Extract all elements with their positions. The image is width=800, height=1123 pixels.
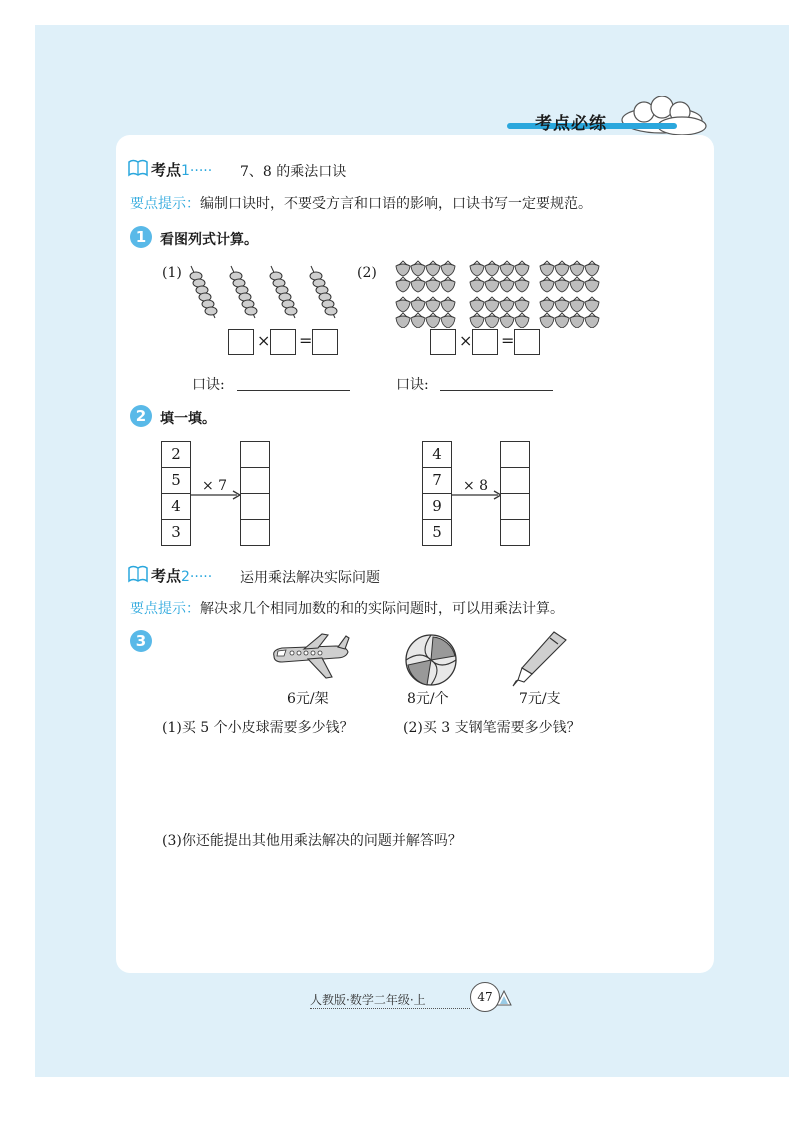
tip-label: 要点提示： (130, 601, 200, 617)
arrow-right-icon (452, 490, 502, 500)
section2-heading (151, 565, 212, 586)
strawberry-icon (540, 277, 554, 292)
strawberry-icon (570, 313, 584, 328)
strawberry-icon (500, 261, 514, 276)
book-icon (127, 565, 149, 583)
answer-cell[interactable] (240, 441, 270, 468)
strawberry-icon (411, 261, 425, 276)
left-input-column (161, 441, 191, 546)
right-answer-column (500, 441, 530, 546)
section1-tip (130, 193, 592, 213)
strawberry-icon (540, 297, 554, 312)
ball-icon (403, 632, 459, 688)
koujue-label: 口诀: (192, 377, 225, 393)
answer-box[interactable] (228, 329, 254, 355)
answer-cell[interactable] (240, 520, 270, 546)
strawberry-icon (585, 261, 599, 276)
section2-tip (130, 598, 564, 618)
strawberry-icon (411, 313, 425, 328)
answer-line[interactable] (440, 389, 553, 391)
strawberry-icon (540, 261, 554, 276)
tip-text: 编制口诀时，不要受方言和口语的影响，口诀书写一定要规范。 (200, 196, 592, 212)
strawberry-icon (470, 261, 484, 276)
strawberry-icon (555, 313, 569, 328)
value-cell: 5 (161, 468, 191, 494)
footer-text: 人教版·数学二年级·上 (310, 993, 426, 1007)
strawberry-icon (396, 261, 410, 276)
strawberry-icon (441, 297, 455, 312)
answer-line[interactable] (237, 389, 350, 391)
answer-box[interactable] (312, 329, 338, 355)
page-number: 47 (470, 982, 500, 1012)
strawberry-icon (570, 261, 584, 276)
strawberry-icon (555, 261, 569, 276)
strawberry-icon (470, 297, 484, 312)
price-label: 7元/支 (519, 691, 561, 707)
arrow-right-icon (191, 490, 241, 500)
strawberry-icon (585, 313, 599, 328)
section1-title: 7、8 的乘法口诀 (240, 164, 347, 180)
footer-divider (310, 1008, 470, 1009)
koujue-label: 口诀: (396, 377, 429, 393)
answer-box[interactable] (430, 329, 456, 355)
section1-label: 考点 (151, 161, 182, 179)
strawberry-icon (441, 277, 455, 292)
right-input-column (422, 441, 452, 546)
strawberries-image (392, 258, 612, 328)
left-answer-column (240, 441, 270, 546)
strawberry-icon (555, 297, 569, 312)
strawberry-icon (540, 313, 554, 328)
strawberry-icon (426, 313, 440, 328)
tip-text: 解决求几个相同加数的和的实际问题时，可以用乘法计算。 (200, 601, 564, 617)
strawberry-icon (470, 277, 484, 292)
skewer-icon (190, 266, 217, 318)
strawberry-icon (585, 277, 599, 292)
value-cell: 2 (161, 441, 191, 468)
multiplier-label: × 8 (463, 478, 489, 494)
tip-label: 要点提示： (130, 196, 200, 212)
skewer-icon (310, 266, 337, 318)
price-label: 6元/架 (287, 691, 329, 707)
q3-sub1: (1)买 5 个小皮球需要多少钱？ (162, 720, 354, 736)
section2-title: 运用乘法解决实际问题 (240, 570, 380, 586)
strawberry-icon (441, 313, 455, 328)
strawberry-icon (396, 313, 410, 328)
answer-cell[interactable] (500, 468, 530, 494)
strawberry-icon (515, 261, 529, 276)
value-cell: 5 (422, 520, 452, 546)
answer-box[interactable] (270, 329, 296, 355)
cloud-icon (610, 96, 710, 140)
answer-cell[interactable] (500, 520, 530, 546)
q3-sub2: (2)买 3 支钢笔需要多少钱？ (403, 720, 581, 736)
strawberry-icon (500, 313, 514, 328)
strawberry-icon (485, 261, 499, 276)
answer-cell[interactable] (500, 494, 530, 520)
value-cell: 4 (422, 441, 452, 468)
value-cell: 9 (422, 494, 452, 520)
multiplier-label: × 7 (202, 478, 228, 494)
airplane-icon (268, 632, 350, 682)
value-cell: 7 (422, 468, 452, 494)
strawberry-icon (411, 297, 425, 312)
q1-sub1-label: (1) (162, 265, 182, 281)
book-icon (127, 159, 149, 177)
question-number-3: 3 (130, 630, 152, 652)
answer-box[interactable] (514, 329, 540, 355)
strawberry-icon (570, 277, 584, 292)
skewers-image (185, 262, 345, 320)
skewer-icon (270, 266, 297, 318)
price-label: 8元/个 (407, 691, 449, 707)
q3-sub3: (3)你还能提出其他用乘法解决的问题并解答吗？ (162, 833, 462, 849)
q1-sub2-label: (2) (357, 265, 377, 281)
times-sign: × (257, 331, 271, 350)
strawberry-icon (441, 261, 455, 276)
answer-cell[interactable] (500, 441, 530, 468)
header-title: 考点必练 (535, 114, 607, 134)
strawberry-icon (500, 297, 514, 312)
question-2-prompt: 填一填。 (160, 411, 216, 427)
decoration-icon (496, 990, 512, 1006)
equals-sign: = (501, 331, 515, 350)
strawberry-icon (396, 277, 410, 292)
equals-sign: = (299, 331, 313, 350)
strawberry-icon (500, 277, 514, 292)
strawberry-icon (426, 261, 440, 276)
strawberry-icon (470, 313, 484, 328)
strawberry-icon (396, 297, 410, 312)
strawberry-icon (485, 313, 499, 328)
strawberry-icon (585, 297, 599, 312)
strawberry-icon (411, 277, 425, 292)
strawberry-icon (485, 297, 499, 312)
section1-number: 1····· (181, 163, 213, 179)
strawberry-icon (485, 277, 499, 292)
strawberry-icon (570, 297, 584, 312)
strawberry-icon (515, 313, 529, 328)
value-cell: 3 (161, 520, 191, 546)
strawberry-icon (426, 297, 440, 312)
section2-number: 2····· (181, 569, 213, 585)
answer-box[interactable] (472, 329, 498, 355)
answer-cell[interactable] (240, 494, 270, 520)
strawberry-icon (426, 277, 440, 292)
question-number-2: 2 (130, 405, 152, 427)
strawberry-icon (515, 297, 529, 312)
answer-cell[interactable] (240, 468, 270, 494)
question-1-prompt: 看图列式计算。 (160, 232, 258, 248)
pen-icon (510, 628, 570, 688)
section1-heading (151, 159, 212, 180)
times-sign: × (459, 331, 473, 350)
question-number-1: 1 (130, 226, 152, 248)
section2-label: 考点 (151, 567, 182, 585)
strawberry-icon (555, 277, 569, 292)
skewer-icon (230, 266, 257, 318)
value-cell: 4 (161, 494, 191, 520)
strawberry-icon (515, 277, 529, 292)
